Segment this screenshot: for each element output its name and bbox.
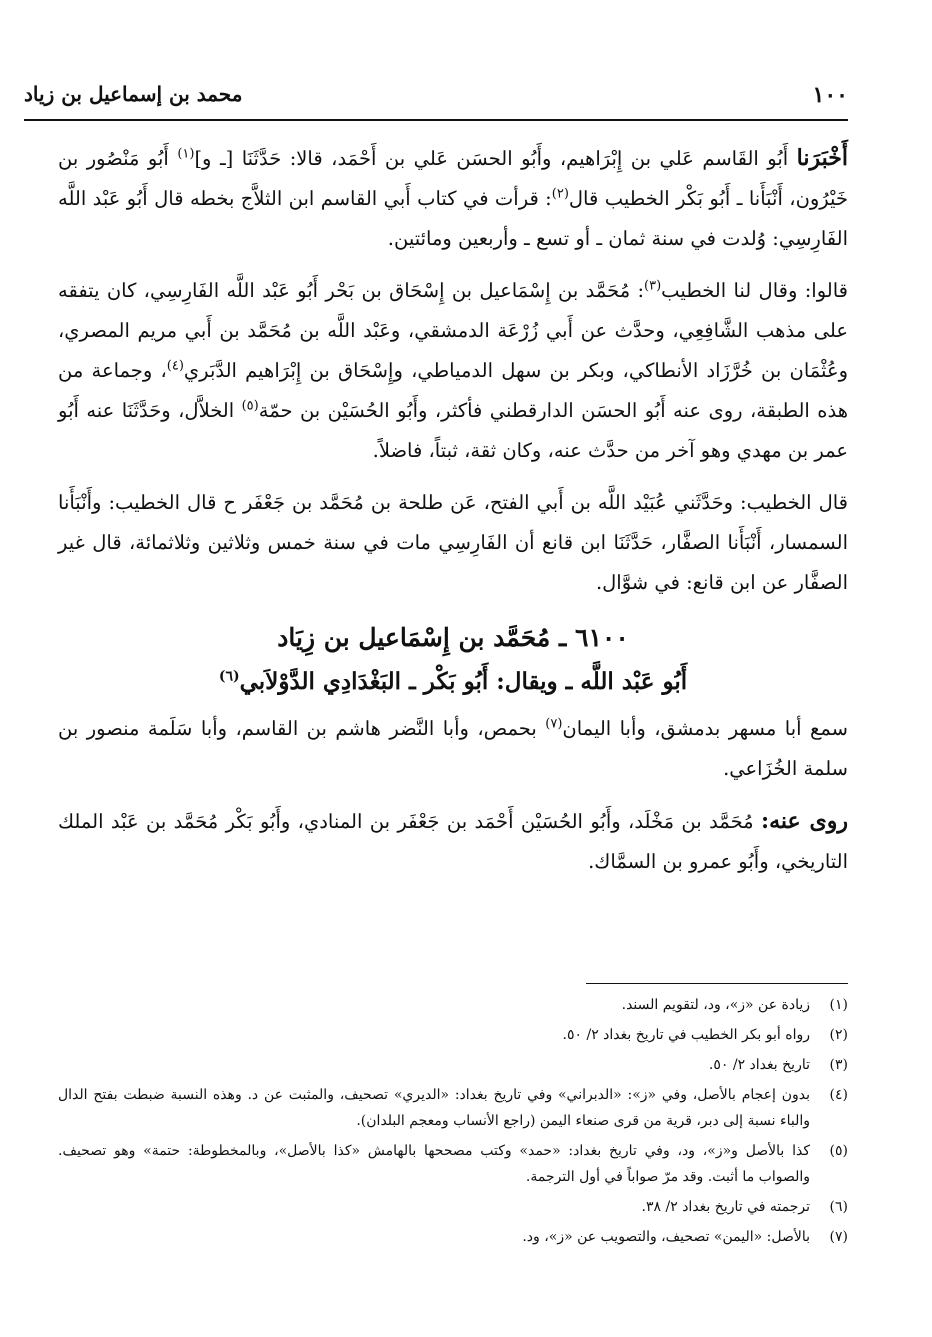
footnote-number: (١) <box>829 997 848 1013</box>
footnote-ref-2: (٢) <box>551 186 569 202</box>
footnote-number: (٦) <box>829 1199 848 1215</box>
paragraph-1-lead: أَخْبَرَنا <box>796 145 848 171</box>
footnote <box>58 1022 848 1048</box>
paragraph-2 <box>58 271 848 471</box>
footnote-text: زيادة عن «ز»، ود، لتقويم السند. <box>621 997 810 1013</box>
footnote-text: ترجمته في تاريخ بغداد ٢/ ٣٨. <box>641 1199 810 1215</box>
footnote-text: بالأصل: «اليمن» تصحيف، والتصويب عن «ز»، ود. <box>522 1229 810 1245</box>
footnote-number: (٣) <box>829 1057 848 1073</box>
paragraph-4-text-a: سمع أبا مسهر بدمشق، وأبا اليمان <box>562 717 848 740</box>
running-title: محمد بن إسماعيل بن زياد <box>24 82 243 106</box>
paragraph-5 <box>58 801 848 882</box>
paragraph-2-text-d: الخلاَّل، وحَدَّثَنَا عنه أَبُو عمر بن مهدي وهو آخر من حدَّث عنه، وكان ثقة، ثبتاً، فاضلاً. <box>58 399 848 462</box>
footnotes <box>58 992 848 1254</box>
footnote-ref-5: (٥) <box>241 398 259 414</box>
entry-title: ٦١٠٠ ـ مُحَمَّد بن إِسْمَاعيل بن زِيَاد <box>277 623 629 652</box>
paragraph-5-lead: روى عنه: <box>761 808 848 834</box>
footnote-ref-1: (١) <box>177 146 195 162</box>
main-text <box>58 138 848 894</box>
footnote-rule <box>586 983 848 984</box>
paragraph-1-text-b: أَبُو مَنْصُور بن خَيْرُون، أَنْبَأَنا ـ أَبُو بَكْر الخطيب قال <box>58 147 848 210</box>
footnote-text: تاريخ بغداد ٢/ ٥٠. <box>708 1057 810 1073</box>
footnote-ref-7: (٧) <box>545 716 563 732</box>
footnote-number: (٧) <box>829 1229 848 1245</box>
footnote-ref-4: (٤) <box>166 358 184 374</box>
paragraph-1 <box>58 138 848 259</box>
footnote-text: رواه أبو بكر الخطيب في تاريخ بغداد ٢/ ٥٠. <box>562 1027 810 1043</box>
paragraph-3 <box>58 483 848 603</box>
header-rule <box>24 119 848 121</box>
page-number: ١٠٠ <box>812 82 848 108</box>
footnote-ref-3: (٣) <box>644 278 662 294</box>
paragraph-4-text-b: بحمص، وأبا النَّضر هاشم بن القاسم، وأبا سَلَمة منصور بن سلمة الخُزَاعي. <box>58 717 848 780</box>
paragraph-5-text: مُحَمَّد بن مَخْلَد، وأَبُو الحُسَيْن أَحْمَد بن جَعْفَر بن المنادي، وأَبُو بَكْر مُحَمَّد بن عَبْد الملك التاريخي، وأَبُو عمرو بن السمَّاك. <box>58 810 848 873</box>
footnote <box>58 992 848 1018</box>
entry-subtitle-text: أَبُو عَبْد اللَّه ـ ويقال: أَبُو بَكْر ـ البَغْدَادِي الدَّوْلاَبي <box>239 668 688 695</box>
paragraph-3-text: قال الخطيب: وحَدَّثَني عُبَيْد اللَّه بن أَبي الفتح، عَن طلحة بن مُحَمَّد بن جَعْفَر ح قال الخطيب: وأَنْبَأَنا السمسار، أَنْبَأَنا الصفَّار، حَدَّثَنَا ابن قانع أن الفَارِسِي مات في سنة خمس وثلاثين وثلاثمائة، قال غير الصفَّار عن ابن قانع: في شوَّال. <box>58 491 848 594</box>
footnote <box>58 1052 848 1078</box>
paragraph-1-text-c: : قرأت في كتاب أَبي القاسم ابن الثلاَّج بخطه قال أَبُو عَبْد اللَّه الفَارِسِي: وُلدت في سنة ثمان ـ أو تسع ـ وأربعين ومائتين. <box>58 187 848 250</box>
footnote-text: كذا بالأصل و«ز»، ود، وفي تاريخ بغداد: «حمد» وكتب مصححها بالهامش «كذا بالأصل»، وبالمخطوطة: حتمة» وهو تصحيف. والصواب ما أثبت. وقد مرّ صواباً في أول الترجمة. <box>58 1143 810 1185</box>
footnote-text: بدون إعجام بالأصل، وفي «ز»: «الدبراني» وفي تاريخ بغداد: «الديري» تصحيف، والمثبت عن د. وهذه النسبة ضبطت بفتح الدال والباء نسبة إلى دبر، قرية من قرى صنعاء اليمن (راجع الأنساب ومعجم البلدان). <box>58 1087 810 1129</box>
paragraph-1-text-a: أَبُو القَاسم عَلي بن إِبْرَاهيم، وأَبُو الحسَن عَلي بن أَحْمَد، قالا: حَدَّثَنَا [ـ و] <box>194 147 797 170</box>
footnote-ref-6: (٦) <box>218 668 240 685</box>
paragraph-4 <box>58 709 848 789</box>
footnote <box>58 1194 848 1220</box>
page-header <box>24 80 848 110</box>
footnote-number: (٢) <box>829 1027 848 1043</box>
footnote <box>58 1082 848 1134</box>
paragraph-2-text-c: ، وجماعة من هذه الطبقة، روى عنه أَبُو الحسَن الدارقطني فأكثر، وأَبُو الحُسَيْن بن حمّة <box>58 359 848 422</box>
paragraph-2-text-b: : مُحَمَّد بن إِسْمَاعيل بن إِسْحَاق بن بَحْر أَبُو عَبْد اللَّه الفَارِسِي، كان يتفقه على مذهب الشَّافِعِي، وحدَّث عن أَبي زُرْعَة الدمشقي، وعَبْد اللَّه بن مُحَمَّد بن أَبي مريم المصري، وعُثْمَان بن خُرَّزَاد الأنطاكي، وبكر بن سهل الدمياطي، وإِسْحَاق بن إِبْرَاهيم الدَّبَري <box>58 279 848 382</box>
entry-subtitle <box>58 661 848 703</box>
paragraph-2-text-a: قالوا: وقال لنا الخطيب <box>661 279 848 302</box>
footnote <box>58 1138 848 1190</box>
footnote-number: (٥) <box>829 1143 848 1159</box>
footnote-number: (٤) <box>829 1087 848 1103</box>
footnote <box>58 1224 848 1250</box>
